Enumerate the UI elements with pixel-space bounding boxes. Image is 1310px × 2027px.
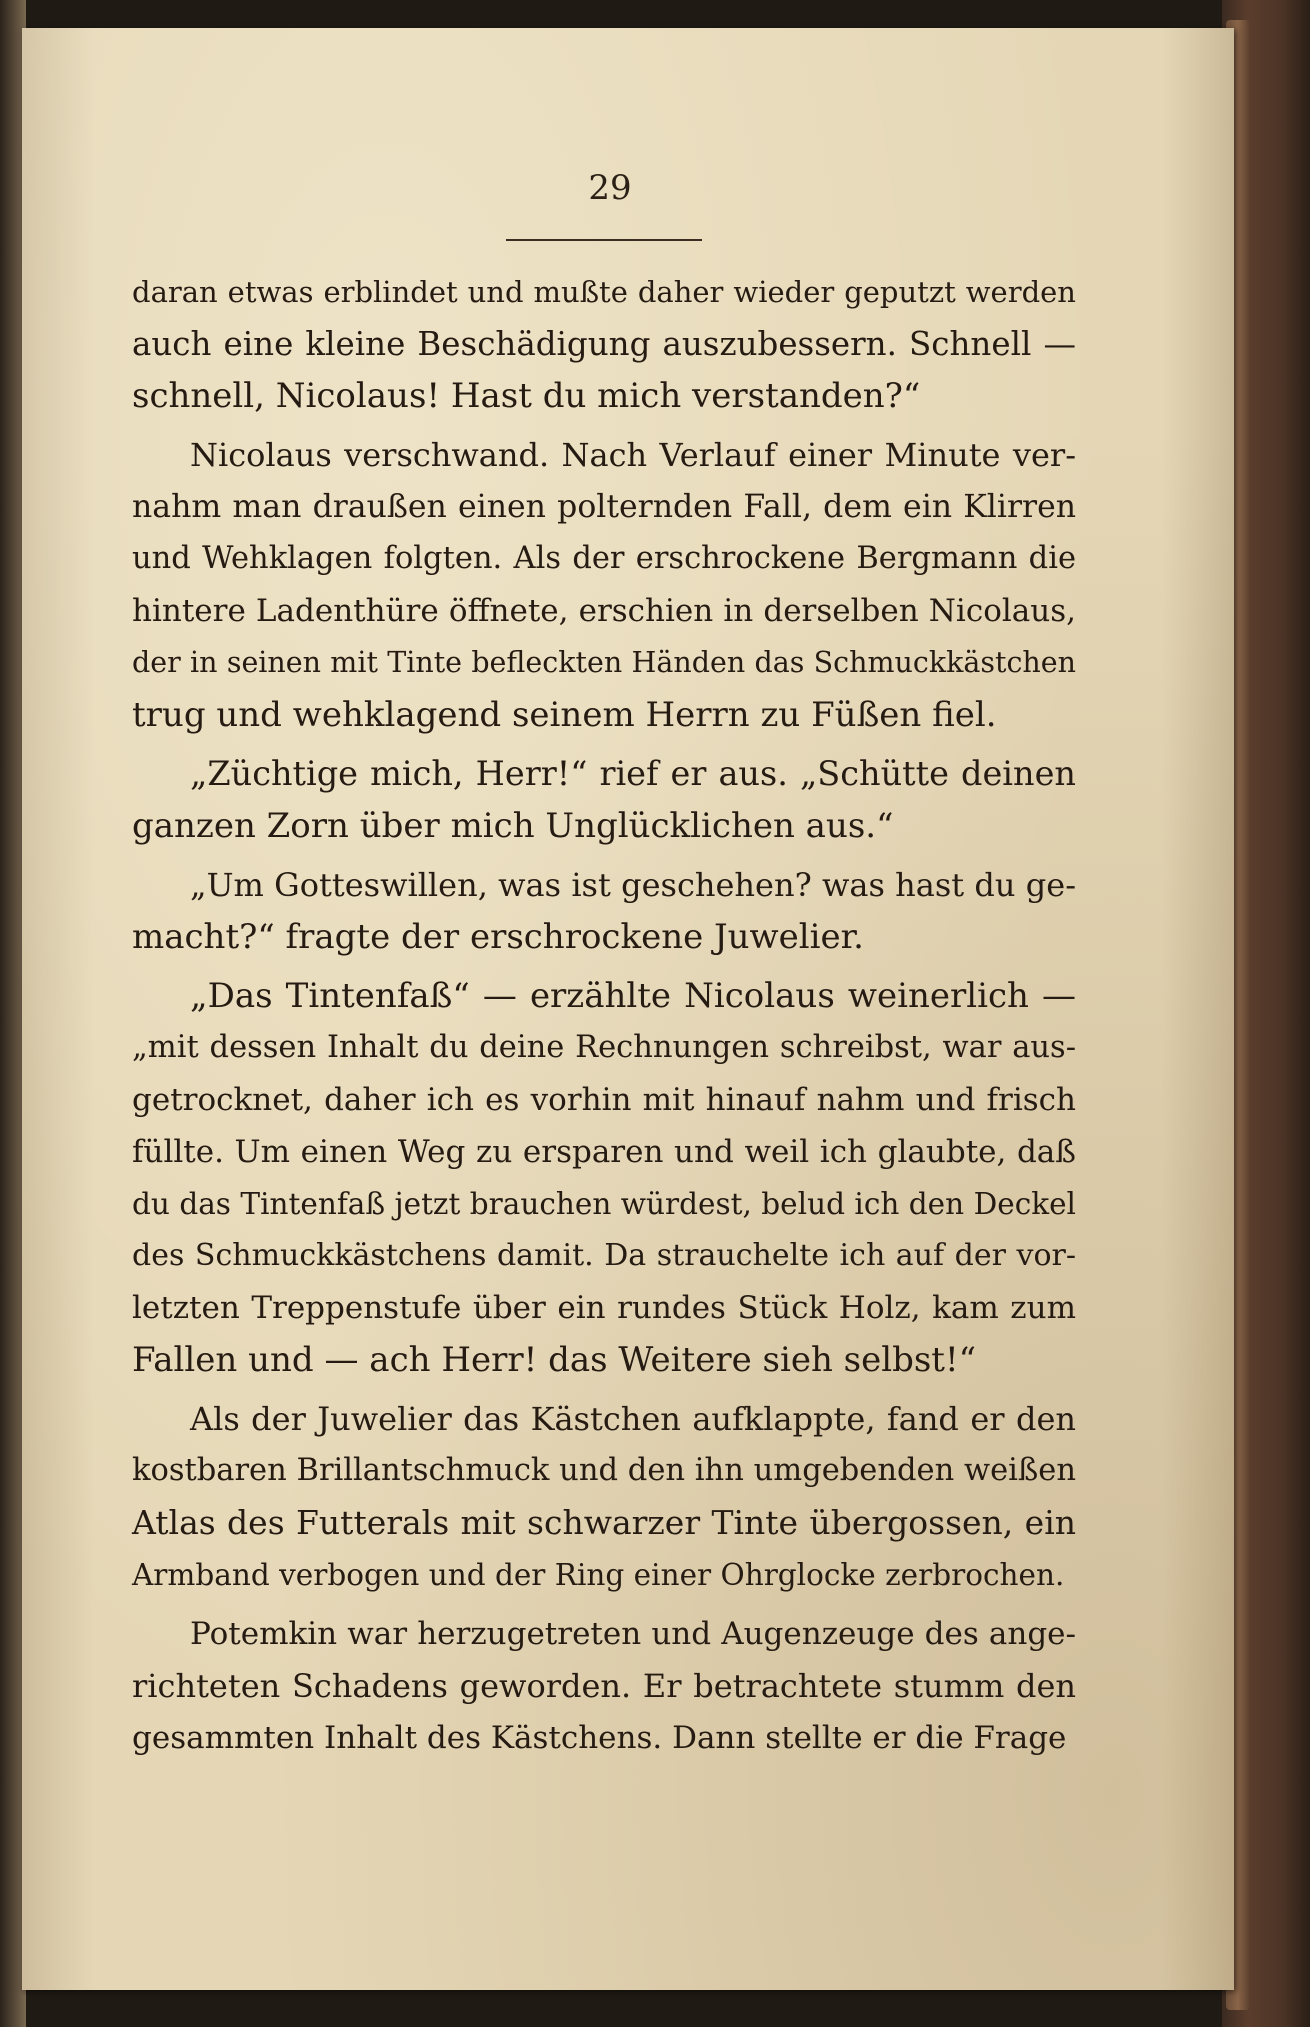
- paragraph: [132, 266, 1076, 422]
- text-line: du das Tintenfaß jetzt brauchen würdest, belud ich den Deckel: [132, 1187, 1076, 1221]
- text-line: getrocknet, daher ich es vorhin mit hinauf nahm und frisch: [132, 1082, 1076, 1118]
- text-line: macht?“ fragte der erschrockene Juwelier.: [132, 917, 864, 957]
- text-line: hintere Ladenthüre öffnete, erschien in derselben Nicolaus,: [132, 593, 1076, 629]
- paragraph: [132, 429, 1076, 741]
- text-line: „mit dessen Inhalt du deine Rechnungen schreibst, war aus-: [132, 1030, 1076, 1065]
- text-line: „Das Tintenfaß“ — erzählte Nicolaus weinerlich —: [190, 976, 1076, 1016]
- text-line: auch eine kleine Beschädigung auszubessern. Schnell —: [132, 325, 1076, 363]
- text-line: der in seinen mit Tinte befleckten Händen das Schmuckkästchen: [132, 646, 1076, 679]
- text-line: letzten Treppenstufe über ein rundes Stück Holz, kam zum: [132, 1290, 1076, 1326]
- text-line: kostbaren Brillantschmuck und den ihn umgebenden weißen: [132, 1453, 1076, 1488]
- text-line: Atlas des Futterals mit schwarzer Tinte übergossen, ein: [132, 1503, 1076, 1542]
- text-line: Als der Juwelier das Kästchen aufklappte, fand er den: [190, 1400, 1076, 1438]
- text-line: des Schmuckkästchens damit. Da strauchelte ich auf der vor-: [132, 1238, 1076, 1273]
- text-line: Potemkin war herzugetreten und Augenzeuge des ange-: [190, 1616, 1076, 1652]
- paragraph: [132, 748, 1076, 852]
- text-line: Nicolaus verschwand. Nach Verlauf einer Minute ver-: [190, 436, 1076, 474]
- paragraph: [132, 859, 1076, 963]
- paragraph: [132, 970, 1076, 1386]
- body-text: [132, 266, 1076, 1771]
- text-line: Fallen und — ach Herr! das Weitere sieh selbst!“: [132, 1340, 977, 1380]
- text-line: nahm man draußen einen polternden Fall, dem ein Klirren: [132, 489, 1076, 525]
- header-rule: [506, 239, 702, 241]
- paragraph: [132, 1393, 1076, 1601]
- text-line: ganzen Zorn über mich Unglücklichen aus.“: [132, 806, 894, 846]
- text-line: füllte. Um einen Weg zu ersparen und weil ich glaubte, daß: [132, 1134, 1076, 1170]
- text-line: trug und wehklagend seinem Herrn zu Füßen fiel.: [132, 695, 997, 735]
- page-number: 29: [588, 168, 632, 208]
- text-line: daran etwas erblindet und mußte daher wieder geputzt werden: [132, 275, 1076, 309]
- text-line: gesammten Inhalt des Kästchens. Dann stellte er die Frage: [132, 1720, 1067, 1756]
- paragraph: [132, 1608, 1076, 1764]
- text-line: Armband verbogen und der Ring einer Ohrglocke zerbrochen.: [132, 1558, 1065, 1592]
- page-sheet: [22, 28, 1234, 1990]
- text-line: und Wehklagen folgten. Als der erschrockene Bergmann die: [132, 541, 1076, 576]
- text-line: schnell, Nicolaus! Hast du mich verstanden?“: [132, 376, 921, 416]
- text-line: „Züchtige mich, Herr!“ rief er aus. „Schütte deinen: [190, 754, 1076, 793]
- text-line: „Um Gotteswillen, was ist geschehen? was hast du ge-: [190, 866, 1076, 904]
- text-line: richteten Schadens geworden. Er betrachtete stumm den: [132, 1667, 1076, 1705]
